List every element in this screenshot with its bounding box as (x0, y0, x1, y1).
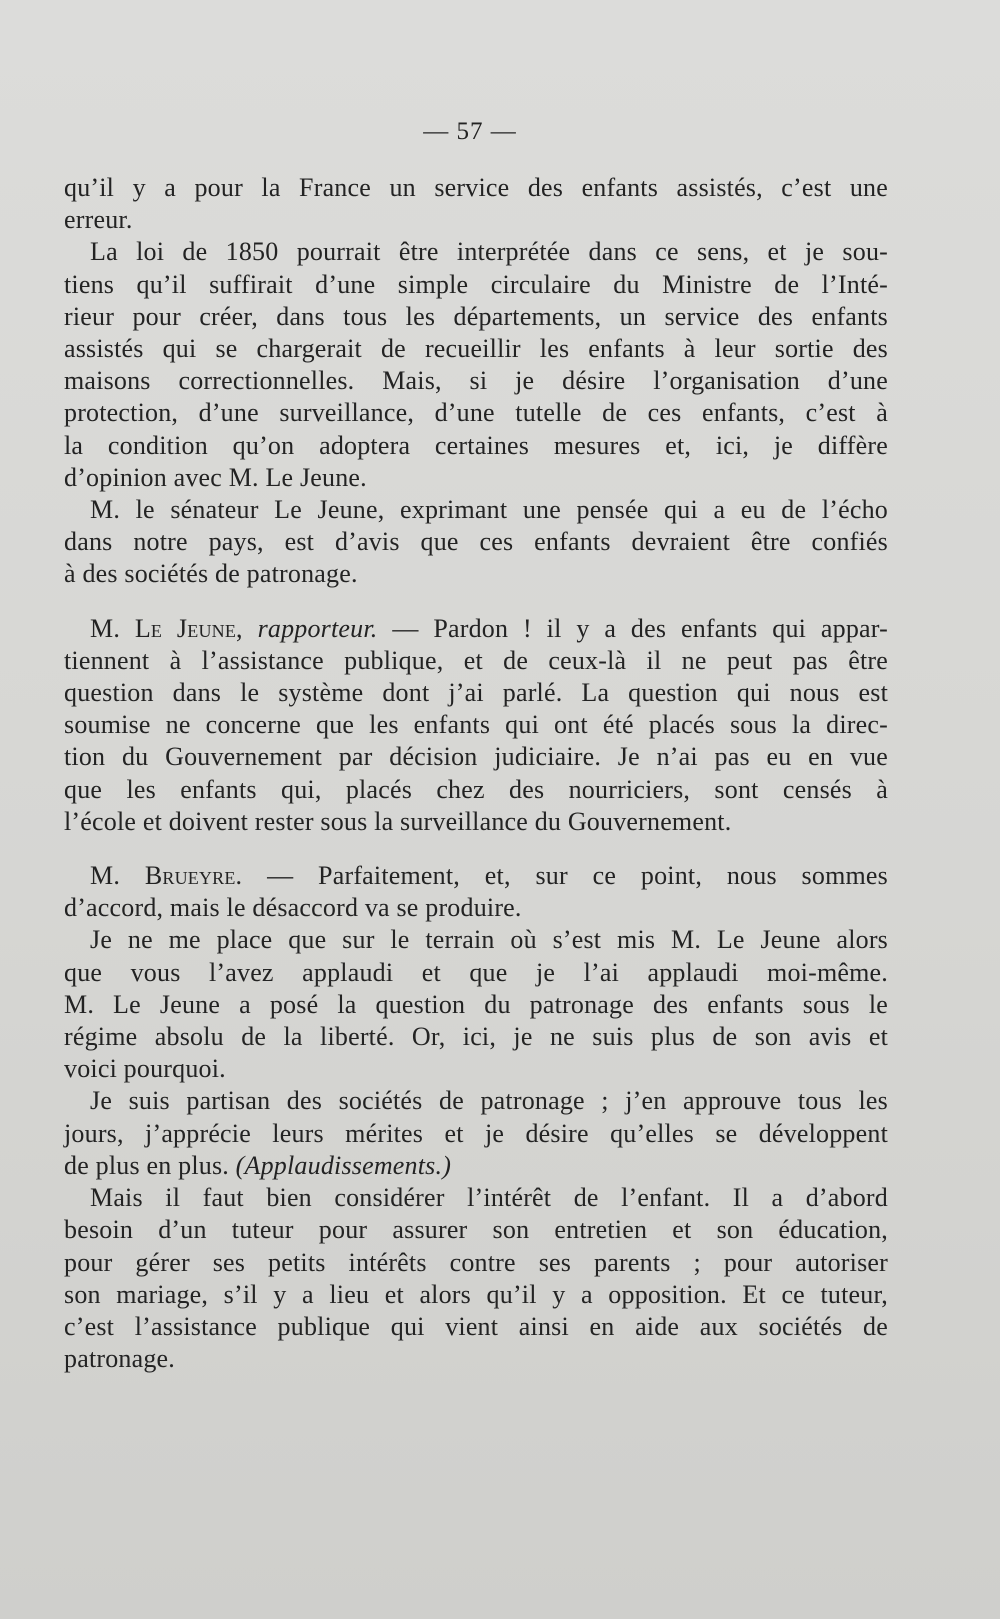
text-line: M. Le Jeune a posé la question du patronage des enfants sous le (64, 989, 888, 1019)
paragraph-gap (64, 591, 888, 613)
text-line: que les enfants qui, placés chez des nourriciers, sont censés à (64, 774, 888, 804)
text-line: protection, d’une surveillance, d’une tutelle de ces enfants, c’est à (64, 398, 888, 428)
text-line: tion du Gouvernement par décision judiciaire. Je n’ai pas eu en vue (64, 742, 888, 772)
text-line: tiens qu’il suffirait d’une simple circulaire du Ministre de l’Inté- (64, 269, 888, 299)
text-line: l’école et doivent rester sous la surveillance du Gouvernement. (64, 806, 732, 836)
text-line: Je suis partisan des sociétés de patronage ; j’en approuve tous les (90, 1086, 888, 1116)
speaker-role: rapporteur. (257, 613, 378, 643)
text-line (64, 613, 888, 645)
text-line: tiennent à l’assistance publique, et de ceux-là il ne peut pas être (64, 645, 888, 675)
speech-text: — Pardon ! il y a des enfants qui appar- (377, 613, 888, 643)
text-line: la condition qu’on adoptera certaines mesures et, ici, je diffère (64, 430, 888, 460)
body-text (64, 172, 888, 1375)
applause-note: (Applaudissements.) (235, 1150, 452, 1180)
paragraph (64, 1182, 888, 1375)
paragraph (64, 1085, 888, 1182)
text-line: jours, j’apprécie leurs mérites et je désire qu’elles se développent (64, 1118, 888, 1148)
text-line: question dans le système dont j’ai parlé. La question qui nous est (64, 678, 888, 708)
paragraph (64, 613, 888, 838)
speaker-name: M. Brueyre. (90, 861, 243, 891)
paragraph (64, 924, 888, 1085)
text-line: maisons correctionnelles. Mais, si je désire l’organisation d’une (64, 366, 888, 396)
text-line: qu’il y a pour la France un service des enfants assistés, c’est une (64, 173, 888, 202)
paragraph (64, 494, 888, 591)
page-number: — 57 — (423, 118, 517, 145)
text-line: c’est l’assistance publique qui vient ainsi en aide aux sociétés de (64, 1311, 888, 1341)
text-line: d’opinion avec M. Le Jeune. (64, 462, 367, 492)
paragraph-gap (64, 838, 888, 860)
text-line: régime absolu de la liberté. Or, ici, je ne suis plus de son avis et (64, 1022, 888, 1052)
text-line: d’accord, mais le désaccord va se produire. (64, 893, 522, 923)
text-line: dans notre pays, est d’avis que ces enfants devraient être confiés (64, 527, 888, 557)
text-line: pour gérer ses petits intérêts contre ses parents ; pour autoriser (64, 1247, 888, 1277)
text-line: assistés qui se chargerait de recueillir les enfants à leur sortie des (64, 334, 888, 364)
paragraph (64, 172, 888, 236)
text-line: voici pourquoi. (64, 1054, 226, 1084)
text-line: son mariage, s’il y a lieu et alors qu’il y a opposition. Et ce tuteur, (64, 1279, 888, 1309)
speaker-name: M. Le Jeune, (90, 613, 243, 643)
text-line: soumise ne concerne que les enfants qui ont été placés sous la direc- (64, 710, 888, 740)
speech-text: — Parfaitement, et, sur ce point, nous sommes (242, 861, 888, 891)
paragraph (64, 860, 888, 924)
text-line (64, 860, 888, 892)
text-line: à des sociétés de patronage. (64, 559, 358, 589)
text-line: que vous l’avez applaudi et que je l’ai applaudi moi-même. (64, 957, 888, 987)
text-line (64, 1150, 888, 1182)
text-line: erreur. (64, 205, 133, 235)
text-line: besoin d’un tuteur pour assurer son entretien et son éducation, (64, 1215, 888, 1245)
paragraph (64, 236, 888, 494)
text-line: M. le sénateur Le Jeune, exprimant une pensée qui a eu de l’écho (90, 495, 888, 525)
text-line: rieur pour créer, dans tous les départements, un service des enfants (64, 301, 888, 331)
text-line: Mais il faut bien considérer l’intérêt de l’enfant. Il a d’abord (90, 1183, 888, 1213)
text-line: Je ne me place que sur le terrain où s’est mis M. Le Jeune alors (90, 925, 888, 955)
text-line: patronage. (64, 1344, 176, 1374)
text-line: La loi de 1850 pourrait être interprétée dans ce sens, et je sou- (90, 237, 888, 267)
speech-text: de plus en plus. (64, 1150, 236, 1180)
